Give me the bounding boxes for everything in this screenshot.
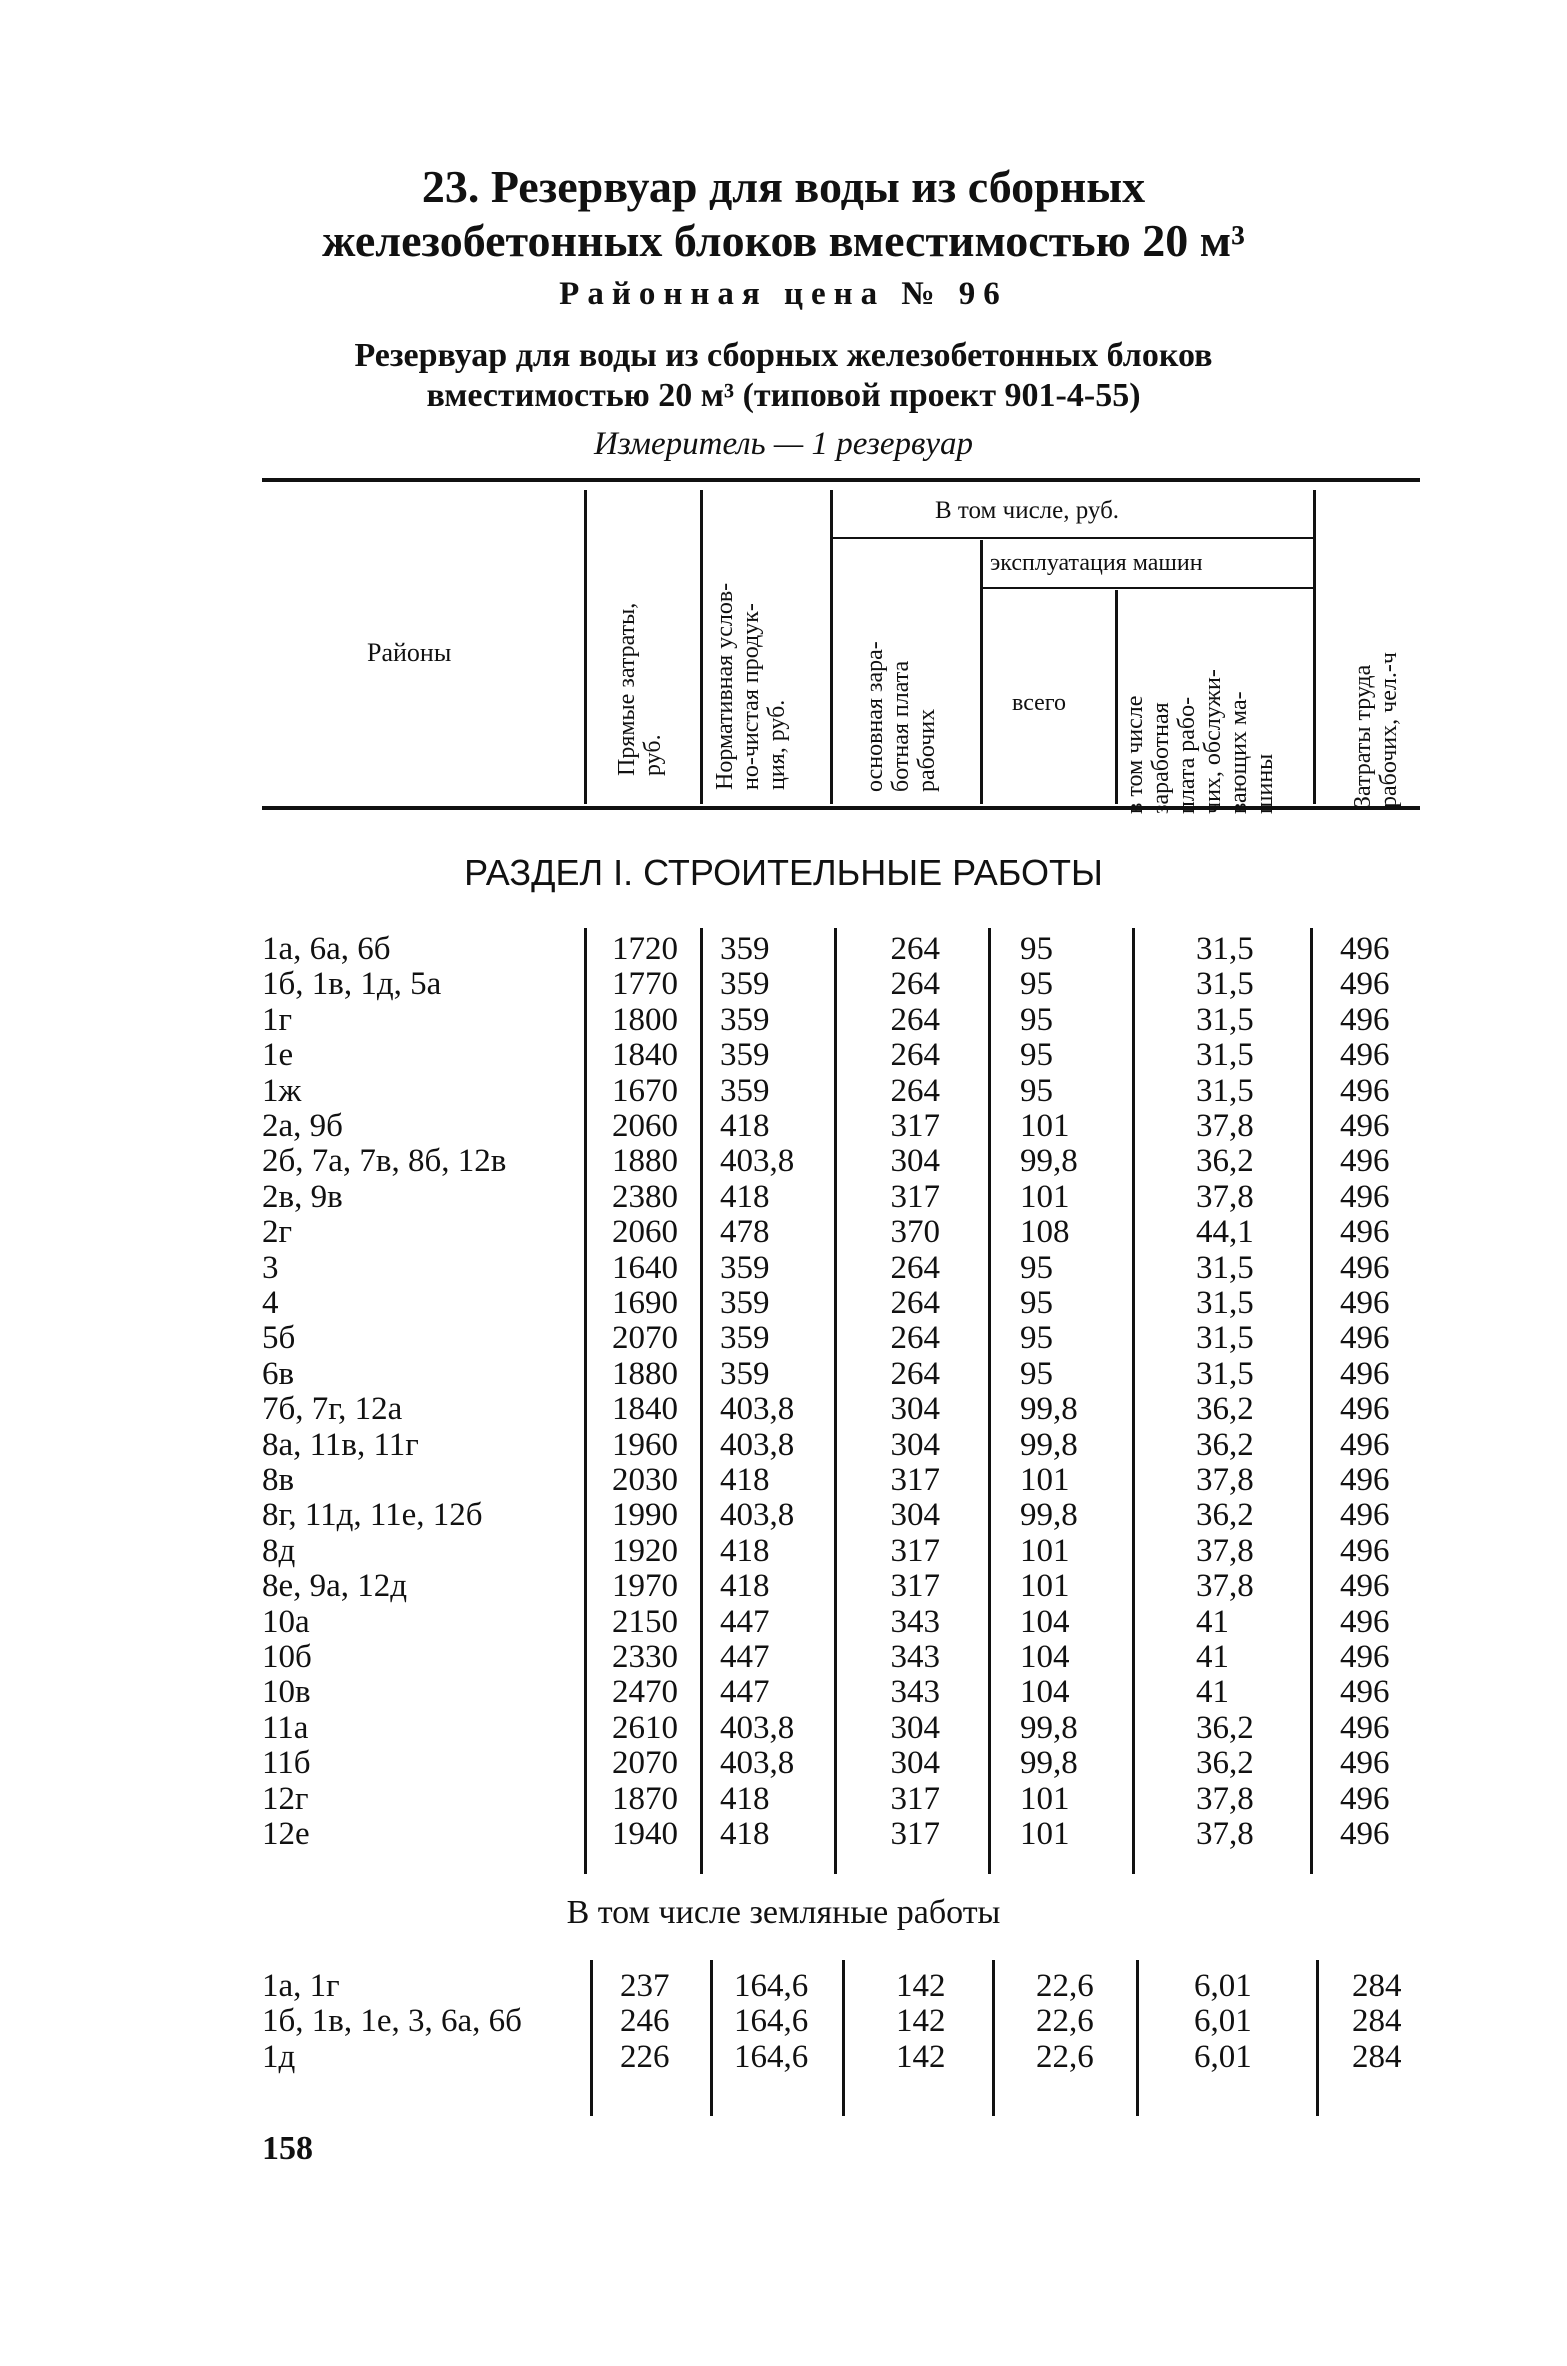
cell-machines-total: 22,6 xyxy=(1036,2003,1094,2040)
cell-regions: 11а xyxy=(262,1709,309,1746)
table-row xyxy=(0,1463,1567,1498)
cell-wage: 264 xyxy=(890,1037,940,1074)
cell-wage: 343 xyxy=(890,1603,940,1640)
cell-direct: 1990 xyxy=(612,1497,678,1534)
cell-machine-wage: 41 xyxy=(1196,1603,1229,1640)
header-machines-total: всего xyxy=(1012,690,1067,716)
cell-direct: 2070 xyxy=(612,1320,678,1357)
cell-machine-wage: 31,5 xyxy=(1196,1072,1254,1109)
cell-machines-total: 22,6 xyxy=(1036,2038,1094,2075)
cell-machine-wage: 37,8 xyxy=(1196,1178,1254,1215)
table-row xyxy=(0,1711,1567,1746)
cell-wage: 317 xyxy=(890,1462,940,1498)
cell-normative: 359 xyxy=(720,1249,770,1286)
cell-wage: 317 xyxy=(890,1568,940,1605)
cell-normative: 403,8 xyxy=(720,1745,795,1782)
measure-unit: Измеритель — 1 резервуар xyxy=(594,426,973,462)
cell-labor: 496 xyxy=(1340,1108,1390,1144)
cell-labor: 496 xyxy=(1340,1462,1390,1498)
cell-machine-wage: 36,2 xyxy=(1196,1745,1254,1782)
cell-machines-total: 99,8 xyxy=(1020,1391,1078,1428)
cell-regions: 12г xyxy=(262,1780,309,1817)
cell-machine-wage: 36,2 xyxy=(1196,1709,1254,1746)
header-divider xyxy=(980,540,983,804)
cell-normative: 359 xyxy=(720,1320,770,1357)
cell-machine-wage: 37,8 xyxy=(1196,1462,1254,1498)
cell-direct: 2610 xyxy=(612,1709,678,1746)
cell-regions: 1б, 1в, 1е, 3, 6а, 6б xyxy=(262,2003,522,2040)
header-divider xyxy=(700,490,703,804)
cell-regions: 1а, 6а, 6б xyxy=(262,931,391,967)
cell-machine-wage: 31,5 xyxy=(1196,1320,1254,1357)
cell-labor: 496 xyxy=(1340,1568,1390,1605)
cell-labor: 496 xyxy=(1340,1674,1390,1711)
cell-regions: 4 xyxy=(262,1285,279,1321)
cell-direct: 2470 xyxy=(612,1674,678,1711)
cell-machine-wage: 37,8 xyxy=(1196,1532,1254,1569)
cell-labor: 284 xyxy=(1352,2038,1402,2075)
table-row xyxy=(0,1746,1567,1781)
cell-machines-total: 95 xyxy=(1020,1037,1053,1074)
cell-normative: 418 xyxy=(720,1816,770,1852)
cell-wage: 343 xyxy=(890,1639,940,1675)
cell-regions: 6в xyxy=(262,1355,295,1392)
cell-direct: 237 xyxy=(620,1968,670,2004)
cell-direct: 226 xyxy=(620,2038,670,2075)
cell-labor: 496 xyxy=(1340,1143,1390,1180)
table-row xyxy=(0,1605,1567,1640)
header-machine-wage: в том числе заработная плата рабо- чих, обслужи- вающих ма- шины xyxy=(1122,669,1278,814)
cell-normative: 359 xyxy=(720,1355,770,1392)
cell-labor: 496 xyxy=(1340,1532,1390,1569)
cell-direct: 1840 xyxy=(612,1391,678,1428)
cell-regions: 10а xyxy=(262,1603,310,1640)
cell-labor: 496 xyxy=(1340,1285,1390,1321)
cell-machines-total: 101 xyxy=(1020,1780,1070,1817)
table-row xyxy=(0,2040,1567,2075)
cell-direct: 1770 xyxy=(612,966,678,1003)
cell-normative: 447 xyxy=(720,1674,770,1711)
cell-wage: 264 xyxy=(890,1355,940,1392)
cell-regions: 2в, 9в xyxy=(262,1178,343,1215)
cell-machine-wage: 31,5 xyxy=(1196,931,1254,967)
cell-machines-total: 101 xyxy=(1020,1532,1070,1569)
cell-normative: 359 xyxy=(720,1001,770,1038)
cell-machines-total: 104 xyxy=(1020,1674,1070,1711)
cell-wage: 317 xyxy=(890,1108,940,1144)
cell-machines-total: 101 xyxy=(1020,1178,1070,1215)
cell-machines-total: 101 xyxy=(1020,1568,1070,1605)
cell-wage: 317 xyxy=(890,1178,940,1215)
cell-machines-total: 95 xyxy=(1020,1355,1053,1392)
header-divider xyxy=(1313,490,1316,804)
cell-machines-total: 99,8 xyxy=(1020,1745,1078,1782)
table-row xyxy=(0,1109,1567,1144)
cell-normative: 418 xyxy=(720,1568,770,1605)
cell-labor: 496 xyxy=(1340,1816,1390,1852)
cell-normative: 164,6 xyxy=(734,2003,809,2040)
table-row xyxy=(0,1180,1567,1215)
cell-direct: 1940 xyxy=(612,1816,678,1852)
cell-wage: 317 xyxy=(890,1816,940,1852)
cell-wage: 142 xyxy=(896,1968,946,2004)
header-divider xyxy=(1115,590,1118,804)
cell-regions: 1е xyxy=(262,1037,294,1074)
cell-labor: 284 xyxy=(1352,2003,1402,2040)
header-top-rule xyxy=(262,478,1420,482)
cell-machines-total: 99,8 xyxy=(1020,1426,1078,1463)
table-row xyxy=(0,1675,1567,1710)
cell-normative: 418 xyxy=(720,1780,770,1817)
cell-normative: 418 xyxy=(720,1462,770,1498)
cell-labor: 284 xyxy=(1352,1968,1402,2004)
cell-labor: 496 xyxy=(1340,1355,1390,1392)
cell-normative: 359 xyxy=(720,1285,770,1321)
cell-labor: 496 xyxy=(1340,1497,1390,1534)
cell-wage: 304 xyxy=(890,1497,940,1534)
cell-regions: 8а, 11в, 11г xyxy=(262,1426,419,1463)
cell-machines-total: 104 xyxy=(1020,1639,1070,1675)
page-title-line1: 23. Резервуар для воды из сборных xyxy=(421,161,1146,212)
cell-normative: 447 xyxy=(720,1639,770,1675)
cell-regions: 1д xyxy=(262,2038,296,2075)
cell-machine-wage: 37,8 xyxy=(1196,1816,1254,1852)
cell-labor: 496 xyxy=(1340,966,1390,1003)
cell-wage: 304 xyxy=(890,1143,940,1180)
cell-wage: 343 xyxy=(890,1674,940,1711)
cell-labor: 496 xyxy=(1340,1072,1390,1109)
cell-machine-wage: 36,2 xyxy=(1196,1391,1254,1428)
cell-machines-total: 101 xyxy=(1020,1462,1070,1498)
cell-wage: 317 xyxy=(890,1780,940,1817)
cell-normative: 418 xyxy=(720,1108,770,1144)
cell-direct: 1960 xyxy=(612,1426,678,1463)
cell-regions: 10б xyxy=(262,1639,312,1675)
cell-normative: 164,6 xyxy=(734,2038,809,2075)
header-labor: Затраты труда рабочих, чел.-ч xyxy=(1350,652,1402,808)
cell-labor: 496 xyxy=(1340,931,1390,967)
cell-machine-wage: 31,5 xyxy=(1196,1249,1254,1286)
cell-machines-total: 95 xyxy=(1020,931,1053,967)
cell-regions: 7б, 7г, 12а xyxy=(262,1391,403,1428)
cell-machines-total: 95 xyxy=(1020,1320,1053,1357)
cell-wage: 142 xyxy=(896,2038,946,2075)
cell-machines-total: 108 xyxy=(1020,1214,1070,1251)
cell-labor: 496 xyxy=(1340,1178,1390,1215)
cell-machine-wage: 37,8 xyxy=(1196,1568,1254,1605)
cell-machines-total: 95 xyxy=(1020,966,1053,1003)
cell-direct: 1920 xyxy=(612,1532,678,1569)
cell-machine-wage: 36,2 xyxy=(1196,1497,1254,1534)
cell-labor: 496 xyxy=(1340,1709,1390,1746)
cell-labor: 496 xyxy=(1340,1037,1390,1074)
cell-machines-total: 99,8 xyxy=(1020,1143,1078,1180)
cell-labor: 496 xyxy=(1340,1603,1390,1640)
table-row xyxy=(0,1569,1567,1604)
cell-labor: 496 xyxy=(1340,1639,1390,1675)
table-row xyxy=(0,1534,1567,1569)
cell-regions: 1ж xyxy=(262,1072,302,1109)
cell-direct: 2030 xyxy=(612,1462,678,1498)
cell-direct: 2380 xyxy=(612,1178,678,1215)
cell-wage: 264 xyxy=(890,1072,940,1109)
table-row xyxy=(0,1969,1567,2004)
cell-labor: 496 xyxy=(1340,1320,1390,1357)
cell-normative: 478 xyxy=(720,1214,770,1251)
cell-normative: 403,8 xyxy=(720,1497,795,1534)
cell-wage: 264 xyxy=(890,1001,940,1038)
cell-labor: 496 xyxy=(1340,1214,1390,1251)
cell-machine-wage: 36,2 xyxy=(1196,1426,1254,1463)
cell-labor: 496 xyxy=(1340,1745,1390,1782)
cell-machine-wage: 31,5 xyxy=(1196,1285,1254,1321)
cell-machine-wage: 36,2 xyxy=(1196,1143,1254,1180)
cell-machine-wage: 44,1 xyxy=(1196,1214,1254,1251)
cell-direct: 1870 xyxy=(612,1780,678,1817)
cell-machines-total: 95 xyxy=(1020,1285,1053,1321)
cell-machines-total: 101 xyxy=(1020,1108,1070,1144)
cell-direct: 1880 xyxy=(612,1355,678,1392)
cell-regions: 12е xyxy=(262,1816,310,1852)
cell-machine-wage: 41 xyxy=(1196,1639,1229,1675)
header-divider xyxy=(830,537,1313,539)
cell-direct: 1720 xyxy=(612,931,678,967)
cell-machine-wage: 41 xyxy=(1196,1674,1229,1711)
header-direct-costs: Прямые затраты, руб. xyxy=(614,602,666,776)
cell-machine-wage: 31,5 xyxy=(1196,1037,1254,1074)
cell-regions: 2б, 7а, 7в, 8б, 12в xyxy=(262,1143,507,1180)
cell-regions: 2г xyxy=(262,1214,293,1251)
cell-wage: 304 xyxy=(890,1426,940,1463)
cell-wage: 304 xyxy=(890,1745,940,1782)
cell-wage: 142 xyxy=(896,2003,946,2040)
cell-normative: 359 xyxy=(720,1037,770,1074)
cell-direct: 246 xyxy=(620,2003,670,2040)
subtitle-line1: Резервуар для воды из сборных железобетонных блоков xyxy=(354,337,1213,374)
cell-machine-wage: 31,5 xyxy=(1196,966,1254,1003)
table-row xyxy=(0,1392,1567,1427)
price-label: Районная цена № 96 xyxy=(559,276,1008,312)
cell-regions: 11б xyxy=(262,1745,311,1782)
subtitle-line2: вместимостью 20 м³ (типовой проект 901-4-55) xyxy=(426,377,1141,414)
cell-machine-wage: 6,01 xyxy=(1194,2003,1252,2040)
cell-normative: 418 xyxy=(720,1532,770,1569)
page-number: 158 xyxy=(262,2130,313,2167)
cell-direct: 1970 xyxy=(612,1568,678,1605)
table-row xyxy=(0,1817,1567,1852)
cell-direct: 2150 xyxy=(612,1603,678,1640)
cell-wage: 264 xyxy=(890,931,940,967)
table-row xyxy=(0,1003,1567,1038)
cell-regions: 8д xyxy=(262,1532,296,1569)
cell-machines-total: 104 xyxy=(1020,1603,1070,1640)
cell-regions: 8г, 11д, 11е, 12б xyxy=(262,1497,483,1534)
cell-direct: 1690 xyxy=(612,1285,678,1321)
header-normative: Нормативная услов- но-чистая продук- ция, руб. xyxy=(712,582,790,790)
cell-normative: 403,8 xyxy=(720,1426,795,1463)
cell-direct: 1640 xyxy=(612,1249,678,1286)
header-wage: основная зара- ботная плата рабочих xyxy=(862,641,940,792)
cell-regions: 8е, 9а, 12д xyxy=(262,1568,408,1605)
table-row xyxy=(0,1286,1567,1321)
cell-wage: 264 xyxy=(890,1249,940,1286)
cell-machine-wage: 31,5 xyxy=(1196,1001,1254,1038)
table-row xyxy=(0,1357,1567,1392)
cell-machines-total: 101 xyxy=(1020,1816,1070,1852)
cell-normative: 359 xyxy=(720,1072,770,1109)
table-row xyxy=(0,2004,1567,2039)
cell-regions: 1а, 1г xyxy=(262,1968,340,2004)
cell-direct: 2060 xyxy=(612,1214,678,1251)
cell-normative: 403,8 xyxy=(720,1709,795,1746)
cell-regions: 1б, 1в, 1д, 5а xyxy=(262,966,442,1003)
table-row xyxy=(0,1251,1567,1286)
cell-machines-total: 99,8 xyxy=(1020,1709,1078,1746)
header-including: В том числе, руб. xyxy=(935,497,1120,524)
cell-machines-total: 95 xyxy=(1020,1001,1053,1038)
cell-regions: 1г xyxy=(262,1001,293,1038)
table-row xyxy=(0,932,1567,967)
table-row xyxy=(0,1498,1567,1533)
cell-machine-wage: 6,01 xyxy=(1194,1968,1252,2004)
cell-machines-total: 22,6 xyxy=(1036,1968,1094,2004)
cell-normative: 359 xyxy=(720,931,770,967)
cell-normative: 359 xyxy=(720,966,770,1003)
table-row xyxy=(0,967,1567,1002)
cell-direct: 1800 xyxy=(612,1001,678,1038)
table-row xyxy=(0,1074,1567,1109)
cell-machine-wage: 37,8 xyxy=(1196,1108,1254,1144)
table-row xyxy=(0,1782,1567,1817)
cell-regions: 8в xyxy=(262,1462,295,1498)
cell-machine-wage: 6,01 xyxy=(1194,2038,1252,2075)
cell-normative: 403,8 xyxy=(720,1143,795,1180)
cell-normative: 447 xyxy=(720,1603,770,1640)
table-row xyxy=(0,1144,1567,1179)
table-row xyxy=(0,1428,1567,1463)
cell-direct: 2070 xyxy=(612,1745,678,1782)
cell-regions: 10в xyxy=(262,1674,311,1711)
cell-labor: 496 xyxy=(1340,1391,1390,1428)
cell-labor: 496 xyxy=(1340,1249,1390,1286)
header-machines: эксплуатация машин xyxy=(990,550,1203,576)
cell-wage: 264 xyxy=(890,1285,940,1321)
header-divider xyxy=(584,490,587,804)
cell-normative: 164,6 xyxy=(734,1968,809,2004)
cell-machine-wage: 31,5 xyxy=(1196,1355,1254,1392)
cell-direct: 2060 xyxy=(612,1108,678,1144)
cell-wage: 304 xyxy=(890,1709,940,1746)
table-row xyxy=(0,1038,1567,1073)
header-regions: Районы xyxy=(367,638,452,667)
cell-labor: 496 xyxy=(1340,1001,1390,1038)
section-title-earthworks: В том числе земляные работы xyxy=(566,1894,1001,1931)
cell-normative: 403,8 xyxy=(720,1391,795,1428)
cell-wage: 304 xyxy=(890,1391,940,1428)
cell-machines-total: 95 xyxy=(1020,1249,1053,1286)
table-row xyxy=(0,1640,1567,1675)
cell-normative: 418 xyxy=(720,1178,770,1215)
cell-regions: 2а, 9б xyxy=(262,1108,343,1144)
cell-wage: 264 xyxy=(890,1320,940,1357)
cell-direct: 1840 xyxy=(612,1037,678,1074)
cell-direct: 1880 xyxy=(612,1143,678,1180)
cell-machine-wage: 37,8 xyxy=(1196,1780,1254,1817)
cell-labor: 496 xyxy=(1340,1780,1390,1817)
cell-regions: 5б xyxy=(262,1320,296,1357)
cell-direct: 2330 xyxy=(612,1639,678,1675)
cell-direct: 1670 xyxy=(612,1072,678,1109)
cell-regions: 3 xyxy=(262,1249,279,1286)
cell-wage: 317 xyxy=(890,1532,940,1569)
cell-machines-total: 99,8 xyxy=(1020,1497,1078,1534)
table-row xyxy=(0,1321,1567,1356)
page-title-line2: железобетонных блоков вместимостью 20 м³ xyxy=(322,215,1245,266)
section-title-construction: РАЗДЕЛ I. СТРОИТЕЛЬНЫЕ РАБОТЫ xyxy=(464,852,1103,893)
header-divider xyxy=(980,587,1313,589)
cell-labor: 496 xyxy=(1340,1426,1390,1463)
cell-wage: 264 xyxy=(890,966,940,1003)
table-row xyxy=(0,1215,1567,1250)
cell-wage: 370 xyxy=(890,1214,940,1251)
cell-machines-total: 95 xyxy=(1020,1072,1053,1109)
